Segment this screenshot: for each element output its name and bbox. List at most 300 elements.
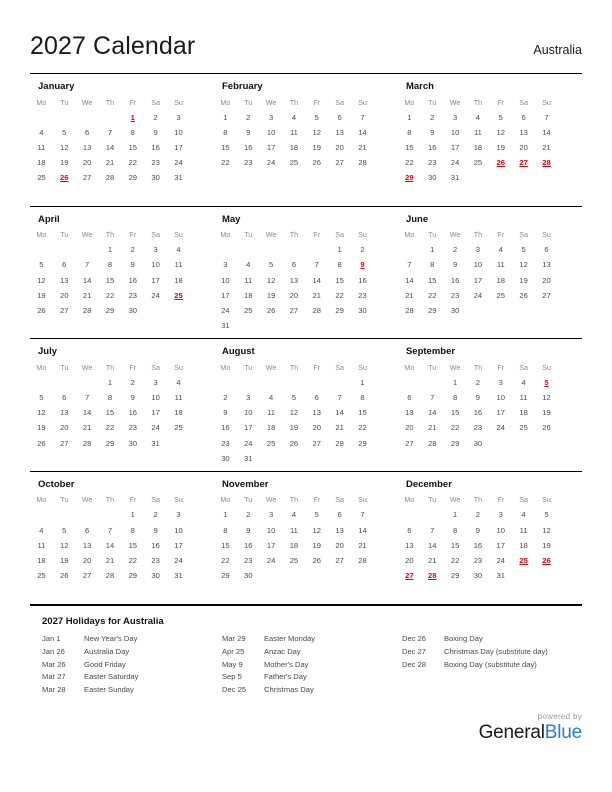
day-cell: 24 xyxy=(151,290,160,300)
day-cell: 24 xyxy=(221,305,230,315)
day-cell: 11 xyxy=(37,142,46,152)
day-cell: 15 xyxy=(405,142,414,152)
day-cell: 11 xyxy=(289,127,298,137)
day-cell: 4 xyxy=(291,510,297,520)
day-cell: 25 xyxy=(473,158,483,168)
day-cell-holiday: 26 xyxy=(496,158,505,168)
day-cell-empty xyxy=(421,507,444,522)
week-row xyxy=(30,273,190,288)
day-cell: 6 xyxy=(62,393,67,403)
month-table xyxy=(398,494,558,599)
day-cell: 30 xyxy=(244,571,253,581)
day-cell: 19 xyxy=(289,423,299,433)
day-cell-empty xyxy=(444,451,467,466)
day-cell-empty xyxy=(512,568,535,583)
day-cell: 9 xyxy=(223,408,228,418)
day-cell: 7 xyxy=(107,127,113,137)
day-cell: 24 xyxy=(174,556,183,566)
day-cell: 1 xyxy=(223,112,228,122)
weekday-tu: Tu xyxy=(244,495,253,505)
weekday-we: We xyxy=(265,230,277,240)
month-row xyxy=(30,74,582,206)
day-cell: 17 xyxy=(221,290,230,300)
weekday-sa: Sa xyxy=(151,230,161,240)
weekday-sa: Sa xyxy=(335,362,345,372)
day-cell: 9 xyxy=(430,127,435,137)
holiday-date: Jan 26 xyxy=(42,646,65,656)
day-cell: 19 xyxy=(519,275,528,285)
day-cell: 15 xyxy=(128,540,138,550)
weekday-sa: Sa xyxy=(519,495,528,505)
day-cell: 5 xyxy=(314,510,319,520)
day-cell: 24 xyxy=(151,423,160,433)
week-row xyxy=(214,583,374,598)
day-cell-empty xyxy=(53,507,76,522)
weekday-fr: Fr xyxy=(497,97,505,107)
day-cell-empty xyxy=(53,242,76,257)
day-cell: 12 xyxy=(37,408,46,418)
day-cell: 12 xyxy=(312,525,321,535)
day-cell: 22 xyxy=(105,290,115,300)
day-cell: 26 xyxy=(312,158,321,168)
day-cell-empty xyxy=(144,451,167,466)
day-cell: 6 xyxy=(337,112,342,122)
day-cell-empty xyxy=(99,318,122,333)
day-cell-empty xyxy=(53,185,76,200)
day-cell: 12 xyxy=(542,525,551,535)
day-cell-empty xyxy=(144,583,167,598)
day-cell: 12 xyxy=(496,127,505,137)
day-cell: 13 xyxy=(335,525,344,535)
week-row xyxy=(398,538,558,553)
month-table xyxy=(398,229,558,334)
day-cell-empty xyxy=(121,451,144,466)
day-cell: 17 xyxy=(496,540,505,550)
day-cell: 5 xyxy=(39,393,44,403)
footer-branding xyxy=(479,712,582,744)
weekday-mo: Mo xyxy=(404,495,415,505)
day-cell: 27 xyxy=(82,173,92,183)
day-cell-empty xyxy=(351,185,374,200)
day-cell: 21 xyxy=(105,556,115,566)
day-cell: 30 xyxy=(151,173,160,183)
day-cell: 6 xyxy=(407,393,412,403)
day-cell-empty xyxy=(305,583,328,598)
day-cell: 13 xyxy=(82,142,92,152)
weekday-tu: Tu xyxy=(60,362,69,372)
day-cell: 23 xyxy=(151,158,160,168)
day-cell-empty xyxy=(283,568,306,583)
day-cell-empty xyxy=(351,568,374,583)
week-row xyxy=(214,451,374,466)
weekday-th: Th xyxy=(473,230,483,240)
day-cell-holiday: 28 xyxy=(542,158,551,168)
day-cell: 10 xyxy=(496,393,505,403)
day-cell: 22 xyxy=(450,556,460,566)
day-cell-empty xyxy=(398,451,421,466)
day-cell: 19 xyxy=(266,290,276,300)
weekday-fr: Fr xyxy=(313,97,321,107)
day-cell-empty xyxy=(167,436,190,451)
holiday-list-item xyxy=(402,645,582,658)
holiday-name: Father's Day xyxy=(263,672,307,682)
day-cell: 14 xyxy=(82,408,92,418)
day-cell: 23 xyxy=(128,423,138,433)
day-cell: 3 xyxy=(498,377,503,387)
month-table xyxy=(214,229,374,334)
holiday-date: Mar 29 xyxy=(221,634,246,644)
day-cell: 27 xyxy=(542,290,551,300)
day-cell: 30 xyxy=(221,453,230,463)
holiday-list-item xyxy=(402,633,582,646)
day-cell: 21 xyxy=(358,142,367,152)
day-cell-empty xyxy=(76,110,99,125)
weekday-fr: Fr xyxy=(497,495,505,505)
day-cell: 29 xyxy=(105,305,115,315)
holiday-list-item xyxy=(222,684,402,697)
month-block-july xyxy=(30,346,214,466)
day-cell: 14 xyxy=(82,275,92,285)
weekday-tu: Tu xyxy=(60,495,69,505)
weekday-fr: Fr xyxy=(313,495,321,505)
month-name: January xyxy=(38,81,75,92)
holiday-list-item xyxy=(402,658,582,671)
day-cell-empty xyxy=(351,451,374,466)
week-row xyxy=(214,170,374,185)
day-cell-empty xyxy=(305,568,328,583)
day-cell: 27 xyxy=(60,438,69,448)
day-cell-empty xyxy=(421,185,444,200)
brand-text-general: General xyxy=(478,722,545,743)
day-cell-empty xyxy=(167,583,190,598)
day-cell-empty xyxy=(167,303,190,318)
weekday-su: Su xyxy=(358,362,367,372)
day-cell: 4 xyxy=(475,112,481,122)
week-row xyxy=(398,140,558,155)
month-name: September xyxy=(405,346,456,358)
day-cell: 21 xyxy=(405,290,414,300)
weekday-su: Su xyxy=(174,362,183,372)
day-cell: 28 xyxy=(428,438,437,448)
day-cell: 25 xyxy=(289,556,299,566)
week-row xyxy=(214,507,374,522)
day-cell: 22 xyxy=(405,158,414,168)
weekday-we: We xyxy=(265,362,277,372)
day-cell: 19 xyxy=(312,142,321,152)
holiday-date: Dec 28 xyxy=(401,659,427,669)
day-cell-empty xyxy=(467,318,490,333)
weekday-header-row xyxy=(30,96,190,110)
day-cell-empty xyxy=(351,170,374,185)
weekday-fr: Fr xyxy=(497,230,505,240)
day-cell: 14 xyxy=(312,275,321,285)
weekday-header-row xyxy=(30,494,190,508)
day-cell: 8 xyxy=(223,525,228,535)
day-cell: 18 xyxy=(37,158,46,168)
day-cell: 24 xyxy=(266,556,276,566)
week-row xyxy=(398,390,558,405)
day-cell-empty xyxy=(398,507,421,522)
weekday-mo: Mo xyxy=(404,362,415,372)
day-cell: 2 xyxy=(475,510,481,520)
week-row xyxy=(30,405,190,420)
day-cell: 13 xyxy=(289,275,299,285)
day-cell: 11 xyxy=(289,525,298,535)
weekday-mo: Mo xyxy=(36,495,47,505)
day-cell: 12 xyxy=(519,260,528,270)
weekday-we: We xyxy=(81,230,93,240)
day-cell: 19 xyxy=(60,158,69,168)
day-cell-empty xyxy=(283,170,306,185)
day-cell: 17 xyxy=(266,540,276,550)
day-cell: 28 xyxy=(358,556,367,566)
weekday-mo: Mo xyxy=(220,495,231,505)
week-row xyxy=(214,553,374,568)
day-cell: 16 xyxy=(244,540,253,550)
day-cell: 20 xyxy=(335,142,344,152)
day-cell: 12 xyxy=(37,275,46,285)
week-row xyxy=(214,185,374,200)
day-cell-empty xyxy=(167,185,190,200)
day-cell: 3 xyxy=(268,510,274,520)
month-table xyxy=(214,96,374,201)
day-cell: 8 xyxy=(130,525,135,535)
day-cell-empty xyxy=(99,110,122,125)
day-cell-empty xyxy=(421,375,444,390)
month-name: August xyxy=(221,346,255,358)
day-cell: 17 xyxy=(174,540,183,550)
day-cell-empty xyxy=(421,318,444,333)
day-cell: 15 xyxy=(221,540,230,550)
holiday-date: Mar 26 xyxy=(42,659,66,669)
day-cell: 11 xyxy=(244,275,253,285)
day-cell-empty xyxy=(328,375,351,390)
week-row xyxy=(398,110,558,125)
day-cell: 17 xyxy=(473,275,483,285)
day-cell: 7 xyxy=(107,525,113,535)
week-row xyxy=(398,523,558,538)
day-cell-empty xyxy=(99,583,122,598)
day-cell: 13 xyxy=(312,408,321,418)
day-cell: 29 xyxy=(128,571,138,581)
day-cell: 23 xyxy=(151,556,160,566)
day-cell: 21 xyxy=(358,540,367,550)
day-cell: 16 xyxy=(358,275,367,285)
day-cell-empty xyxy=(99,451,122,466)
day-cell: 13 xyxy=(335,127,344,137)
month-block-september xyxy=(398,346,582,466)
day-cell: 8 xyxy=(130,127,135,137)
day-cell: 8 xyxy=(407,127,412,137)
day-cell: 4 xyxy=(268,393,274,403)
day-cell-empty xyxy=(260,568,283,583)
day-cell-empty xyxy=(260,375,283,390)
day-cell: 29 xyxy=(221,571,230,581)
day-cell: 8 xyxy=(107,260,113,270)
day-cell: 19 xyxy=(37,290,46,300)
day-cell: 6 xyxy=(407,525,412,535)
week-row xyxy=(398,507,558,522)
month-block-november xyxy=(214,479,398,599)
day-cell: 7 xyxy=(337,393,342,403)
holiday-name: Boxing Day (substitute day) xyxy=(443,659,537,669)
day-cell: 6 xyxy=(84,525,90,535)
holiday-name: New Year's Day xyxy=(84,634,138,644)
weekday-we: We xyxy=(265,97,277,107)
day-cell: 20 xyxy=(60,290,69,300)
day-cell-empty xyxy=(421,583,444,598)
day-cell: 8 xyxy=(452,525,458,535)
day-cell-empty xyxy=(328,185,351,200)
day-cell: 8 xyxy=(107,393,113,403)
week-row xyxy=(30,507,190,522)
week-row xyxy=(398,405,558,420)
day-cell: 20 xyxy=(519,142,528,152)
day-cell-empty xyxy=(305,451,328,466)
day-cell: 13 xyxy=(542,260,551,270)
weekday-fr: Fr xyxy=(129,495,137,505)
day-cell: 22 xyxy=(128,158,138,168)
day-cell: 15 xyxy=(335,275,344,285)
brand-text-blue: Blue xyxy=(544,722,582,743)
day-cell: 21 xyxy=(82,290,92,300)
month-block-january xyxy=(30,81,214,201)
day-cell: 23 xyxy=(473,423,483,433)
holiday-name: Australia Day xyxy=(84,646,130,656)
day-cell: 4 xyxy=(498,245,503,255)
day-cell: 8 xyxy=(223,127,228,137)
day-cell-empty xyxy=(30,375,53,390)
day-cell-empty xyxy=(467,583,490,598)
day-cell: 23 xyxy=(244,556,253,566)
day-cell: 11 xyxy=(174,260,183,270)
day-cell: 13 xyxy=(405,408,414,418)
day-cell: 3 xyxy=(153,245,158,255)
weekday-we: We xyxy=(449,230,461,240)
day-cell: 13 xyxy=(60,275,69,285)
generalblue-logo xyxy=(479,722,582,744)
day-cell: 22 xyxy=(450,423,460,433)
holiday-list-item xyxy=(42,645,222,658)
day-cell: 9 xyxy=(246,525,251,535)
holiday-date: Dec 27 xyxy=(401,646,427,656)
weekday-mo: Mo xyxy=(36,97,47,107)
holiday-name: Easter Sunday xyxy=(84,685,134,695)
day-cell: 22 xyxy=(105,423,115,433)
month-name: February xyxy=(221,81,263,92)
day-cell-empty xyxy=(444,583,467,598)
day-cell: 8 xyxy=(337,260,342,270)
holiday-name: Easter Saturday xyxy=(84,672,139,682)
day-cell: 19 xyxy=(542,540,551,550)
week-row xyxy=(30,257,190,272)
month-table xyxy=(214,494,374,599)
holiday-date: Dec 25 xyxy=(221,685,247,695)
day-cell-empty xyxy=(76,318,99,333)
day-cell: 25 xyxy=(266,438,276,448)
day-cell: 27 xyxy=(405,438,414,448)
holiday-name: Christmas Day xyxy=(263,685,314,695)
day-cell: 8 xyxy=(360,393,365,403)
day-cell-empty xyxy=(30,110,53,125)
day-cell: 2 xyxy=(475,377,481,387)
week-row xyxy=(30,155,190,170)
day-cell: 24 xyxy=(266,158,276,168)
weekday-we: We xyxy=(449,495,461,505)
day-cell: 3 xyxy=(268,112,274,122)
day-cell: 1 xyxy=(107,377,113,387)
day-cell: 10 xyxy=(221,275,230,285)
day-cell: 2 xyxy=(246,510,251,520)
day-cell: 27 xyxy=(289,305,299,315)
day-cell: 1 xyxy=(223,510,228,520)
day-cell: 9 xyxy=(130,393,135,403)
day-cell: 2 xyxy=(430,112,435,122)
holidays-columns xyxy=(30,633,582,697)
day-cell-empty xyxy=(467,170,490,185)
day-cell: 17 xyxy=(496,408,505,418)
weekday-we: We xyxy=(81,97,93,107)
week-row xyxy=(398,436,558,451)
day-cell-empty xyxy=(237,170,260,185)
day-cell: 29 xyxy=(428,305,437,315)
day-cell: 4 xyxy=(521,510,526,520)
day-cell: 24 xyxy=(450,158,460,168)
month-table xyxy=(30,494,190,599)
day-cell: 6 xyxy=(291,260,297,270)
week-row xyxy=(30,451,190,466)
day-cell: 4 xyxy=(246,260,251,270)
week-row xyxy=(214,110,374,125)
holiday-name: Good Friday xyxy=(84,659,126,669)
day-cell: 18 xyxy=(289,540,299,550)
day-cell: 27 xyxy=(60,305,69,315)
day-cell: 31 xyxy=(496,571,505,581)
day-cell: 14 xyxy=(542,127,551,137)
day-cell: 25 xyxy=(37,173,46,183)
day-cell: 5 xyxy=(62,525,67,535)
weekday-we: We xyxy=(81,362,93,372)
day-cell: 29 xyxy=(450,571,460,581)
day-cell-empty xyxy=(76,507,99,522)
day-cell-empty xyxy=(237,318,260,333)
day-cell-empty xyxy=(305,170,328,185)
day-cell: 21 xyxy=(428,423,437,433)
day-cell-empty xyxy=(99,507,122,522)
day-cell: 23 xyxy=(244,158,253,168)
day-cell: 21 xyxy=(82,423,92,433)
day-cell-empty xyxy=(535,303,558,318)
day-cell: 28 xyxy=(405,305,414,315)
weekday-header-row xyxy=(398,229,558,243)
day-cell: 30 xyxy=(450,305,460,315)
week-row xyxy=(398,553,558,568)
day-cell-empty xyxy=(444,185,467,200)
day-cell: 7 xyxy=(314,260,319,270)
day-cell: 28 xyxy=(105,571,115,581)
day-cell: 13 xyxy=(60,408,69,418)
week-row xyxy=(398,155,558,170)
week-row xyxy=(30,375,190,390)
weekday-tu: Tu xyxy=(428,362,437,372)
weekday-tu: Tu xyxy=(244,230,253,240)
day-cell: 4 xyxy=(39,525,44,535)
weekday-header-row xyxy=(214,229,374,243)
weekday-sa: Sa xyxy=(335,230,345,240)
day-cell: 3 xyxy=(498,510,503,520)
weekday-header-row xyxy=(398,361,558,375)
day-cell: 5 xyxy=(39,260,44,270)
